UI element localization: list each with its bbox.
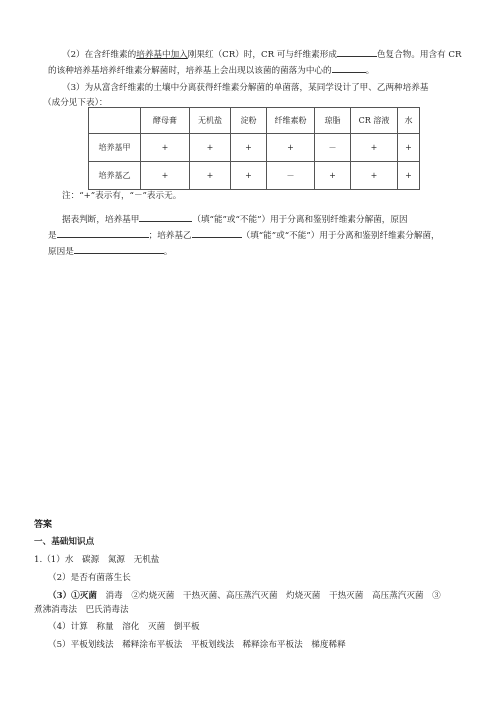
judge-line-3 <box>48 244 172 257</box>
q2-underlined-text: 培养基中加入 <box>136 50 188 60</box>
table-row <box>89 134 420 162</box>
q2-line-1 <box>62 47 461 60</box>
q3-line-1: （3）为从富含纤维素的土壤中分离获得纤维素分解菌的单菌落，某同学设计了甲、乙两种培养基 <box>62 83 429 93</box>
answers-section-heading: 一、基础知识点 <box>34 537 95 547</box>
judge-text: （填“能”或“不能”）用于分离和鉴别纤维素分解菌， <box>241 231 440 241</box>
q2-line-2 <box>48 63 374 76</box>
answer-item-3 <box>48 589 441 601</box>
answer-text: （3）①灭菌 <box>48 591 97 601</box>
answer-item-2: （2）是否有菌落生长 <box>48 573 131 583</box>
table-cell: + <box>190 134 231 162</box>
q2-text: 色复合物。用含有 CR <box>376 50 462 60</box>
q2-text: （2）在含纤维素的 <box>62 50 137 60</box>
answer-item-3-cont: 煮沸消毒法 巴氏消毒法 <box>34 605 129 615</box>
table-header-cell <box>89 108 141 134</box>
table-cell: + <box>398 162 420 190</box>
table-cell: + <box>267 134 315 162</box>
medium-composition-table <box>88 107 420 190</box>
answer-blank <box>192 228 242 238</box>
table-header-cell: 淀粉 <box>231 108 267 134</box>
judge-text: 。 <box>163 247 173 257</box>
table-cell: + <box>351 162 398 190</box>
answer-blank <box>332 63 366 73</box>
table-row <box>89 162 420 190</box>
judge-line-1 <box>62 212 408 225</box>
table-cell: + <box>190 162 231 190</box>
q2-text: 的该种培养基培养纤维素分解菌时，培养基上会出现以该菌的菌落为中心的 <box>48 66 332 76</box>
row-label: 培养基乙 <box>89 162 141 190</box>
judge-text: 原因是 <box>48 247 74 257</box>
q2-text: 刚果红（CR）时，CR 可与纤维素形成 <box>187 50 337 60</box>
table-note: 注：“+”表示有，“－”表示无。 <box>62 191 182 201</box>
q3-line-2: （成分见下表）： <box>43 98 108 108</box>
table-cell: + <box>141 134 190 162</box>
answer-blank <box>57 228 149 238</box>
judge-text: ；培养基乙 <box>148 231 192 241</box>
table-header-cell: CR 溶液 <box>351 108 398 134</box>
table-cell: + <box>231 162 267 190</box>
answers-title: 答案 <box>34 520 53 530</box>
table-cell: + <box>231 134 267 162</box>
table-cell: + <box>351 134 398 162</box>
table-header-cell: 纤维素粉 <box>267 108 315 134</box>
answer-blank <box>139 212 192 222</box>
table-header-cell: 酵母膏 <box>141 108 190 134</box>
row-label: 培养基甲 <box>89 134 141 162</box>
table-cell: + <box>398 134 420 162</box>
q2-text: 。 <box>365 66 375 76</box>
answer-blank <box>74 244 164 254</box>
table-header-cell: 琼脂 <box>315 108 351 134</box>
table-header-cell: 水 <box>398 108 420 134</box>
judge-line-2 <box>48 228 440 241</box>
table-header-row <box>89 108 420 134</box>
table-cell: + <box>315 162 351 190</box>
answer-item-4: （4）计算 称量 溶化 灭菌 倒平板 <box>48 622 200 632</box>
judge-text: 是 <box>48 231 57 241</box>
answer-item-1: 1.（1）水 碳源 氮源 无机盐 <box>34 555 160 565</box>
table-cell: － <box>315 134 351 162</box>
answer-text: 消毒 ②灼烧灭菌 干热灭菌、高压蒸汽灭菌 灼烧灭菌 干热灭菌 高压蒸汽灭菌 ③ <box>96 591 441 601</box>
table-header-cell: 无机盐 <box>190 108 231 134</box>
answer-blank <box>337 47 377 57</box>
judge-text: 据表判断，培养基甲 <box>62 215 140 225</box>
judge-text: （填“能”或“不能”）用于分离和鉴别纤维素分解菌，原因 <box>192 215 408 225</box>
answer-item-5: （5）平板划线法 稀释涂布平板法 平板划线法 稀释涂布平板法 梯度稀释 <box>48 640 346 650</box>
table-cell: － <box>267 162 315 190</box>
table-cell: + <box>141 162 190 190</box>
